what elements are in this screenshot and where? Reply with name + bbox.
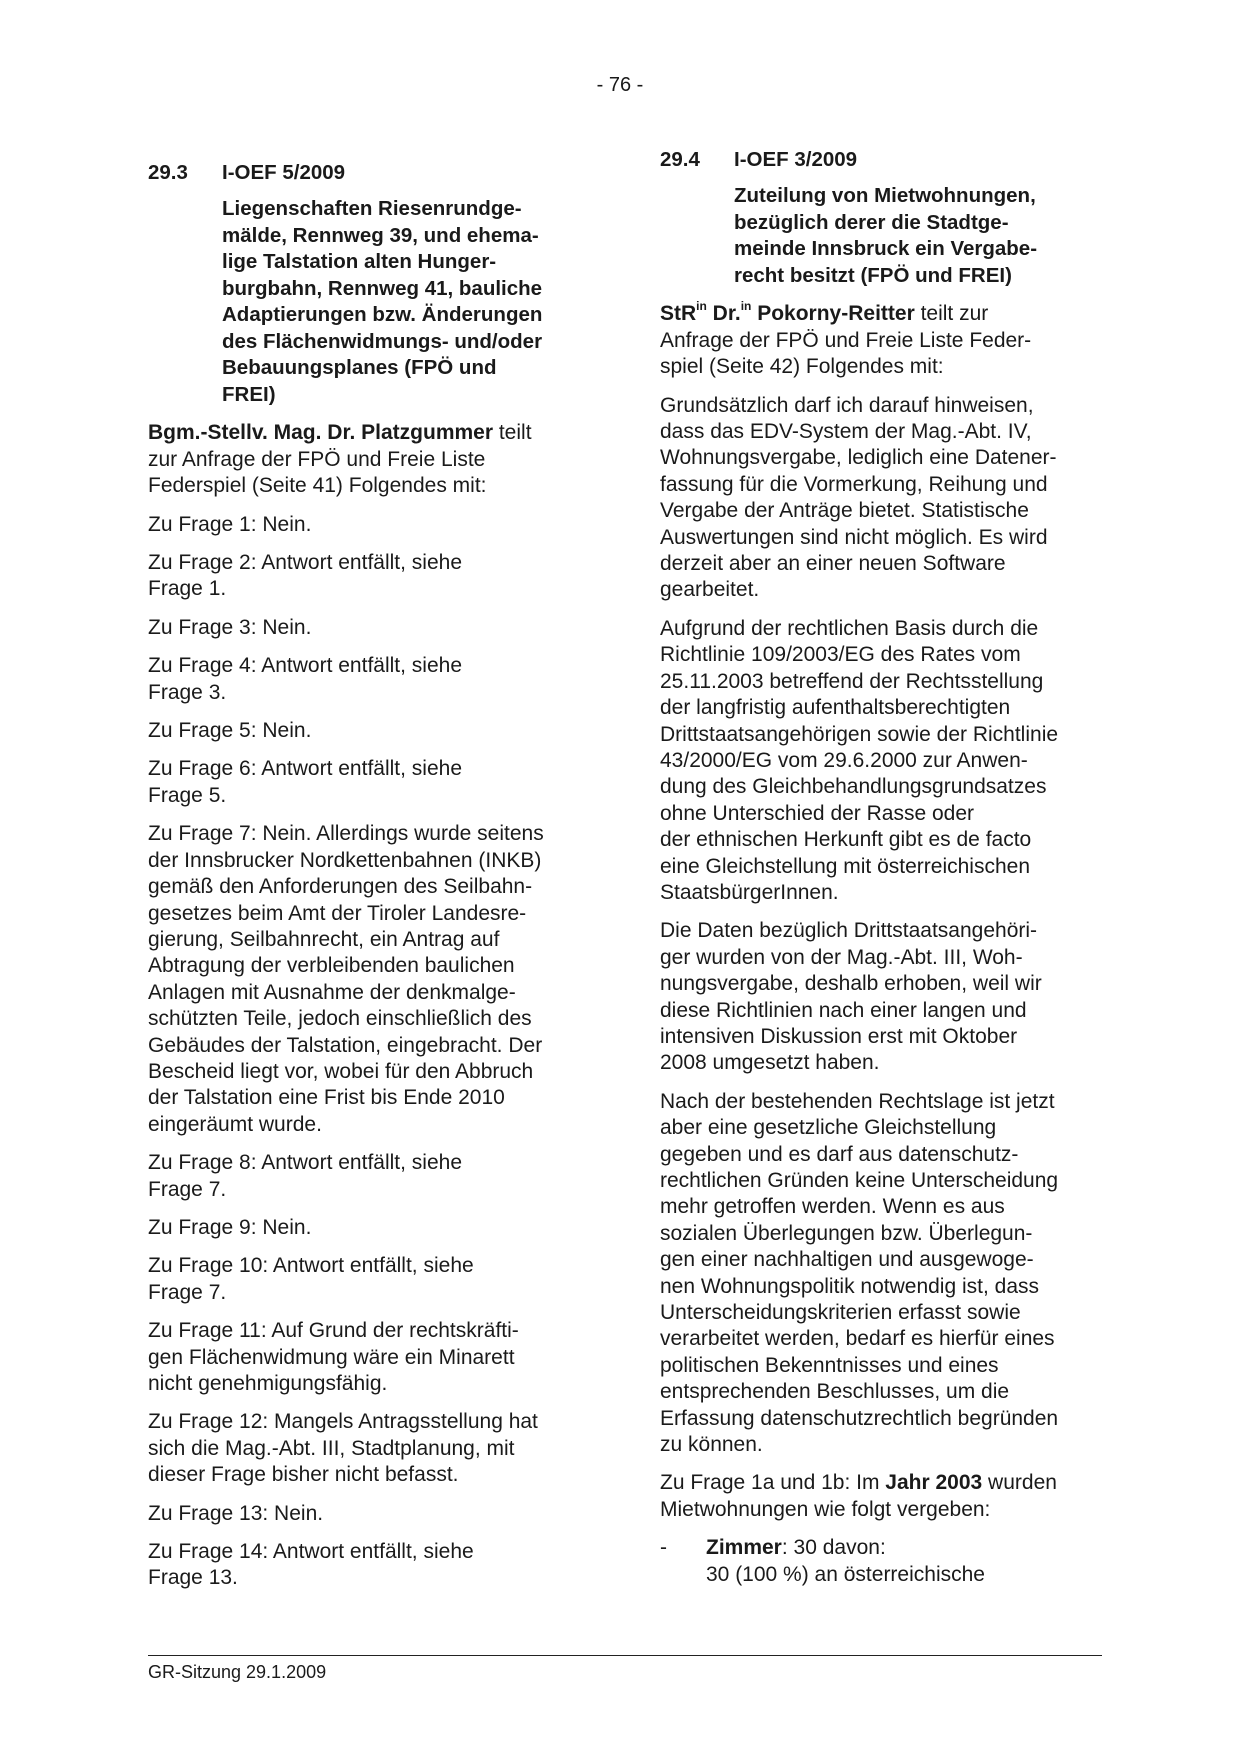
- paragraph-line: Auswertungen sind nicht möglich. Es wird: [660, 525, 1048, 549]
- paragraph-line: gen Flächenwidmung wäre ein Minarett: [148, 1345, 515, 1369]
- paragraph: [148, 821, 588, 1138]
- paragraph: [660, 918, 1100, 1076]
- paragraph-line: Zu Frage 4: Antwort entfällt, siehe: [148, 654, 462, 678]
- paragraph-line: ger wurden von der Mag.-Abt. III, Woh-: [660, 945, 1023, 969]
- paragraph-line: gen einer nachhaltigen und ausgewoge-: [660, 1248, 1034, 1272]
- paragraph: [660, 393, 1100, 604]
- paragraph: [148, 1501, 588, 1527]
- paragraph-line: Zu Frage 7: Nein. Allerdings wurde seitens: [148, 822, 544, 846]
- paragraph-line: mehr getroffen werden. Wenn es aus: [660, 1195, 1005, 1219]
- title-line: des Flächenwidmungs- und/oder: [222, 329, 543, 353]
- list-item: [660, 1535, 1100, 1588]
- paragraph-line: gearbeitet.: [660, 578, 760, 602]
- paragraph-line: Frage 3.: [148, 680, 227, 704]
- paragraph: [148, 512, 588, 538]
- paragraph-line: eingeräumt wurde.: [148, 1112, 322, 1136]
- intro-text: spiel (Seite 42) Folgendes mit:: [660, 355, 944, 379]
- paragraph-line: politischen Bekenntnisses und eines: [660, 1353, 999, 1377]
- intro-paragraph: [660, 301, 1100, 380]
- paragraph-line: der langfristig aufenthaltsberechtigten: [660, 696, 1011, 720]
- paragraph-line: dieser Frage bisher nicht befasst.: [148, 1463, 459, 1487]
- title-line: Zuteilung von Mietwohnungen,: [734, 184, 1036, 208]
- paragraph-line: nungsvergabe, deshalb erhoben, weil wir: [660, 972, 1042, 996]
- paragraph-line: Aufgrund der rechtlichen Basis durch die: [660, 616, 1039, 640]
- section-number: 29.3: [148, 161, 188, 184]
- paragraph-line: Frage 7.: [148, 1177, 227, 1201]
- title-line: lige Talstation alten Hunger-: [222, 250, 497, 274]
- section-ref: I-OEF 3/2009: [734, 148, 858, 171]
- intro-text: Anfrage der FPÖ und Freie Liste Feder-: [660, 328, 1032, 352]
- paragraph-line: fassung für die Vormerkung, Reihung und: [660, 472, 1048, 496]
- intro-text: teilt: [493, 421, 532, 445]
- paragraph-line: der Innsbrucker Nordkettenbahnen (INKB): [148, 848, 542, 872]
- paragraph-line: nen Wohnungspolitik notwendig ist, dass: [660, 1274, 1040, 1298]
- paragraph-line: zu können.: [660, 1433, 763, 1457]
- paragraph-line: entsprechenden Beschlusses, um die: [660, 1380, 1010, 1404]
- paragraph: [660, 1089, 1100, 1459]
- section-heading: [660, 147, 1100, 173]
- paragraph-line: Erfassung datenschutzrechtlich begründen: [660, 1406, 1059, 1430]
- paragraph: [148, 653, 588, 706]
- paragraph-line: 25.11.2003 betreffend der Rechtsstellung: [660, 669, 1044, 693]
- paragraph-line: Richtlinie 109/2003/EG des Rates vom: [660, 643, 1021, 667]
- paragraph-line: Zu Frage 8: Antwort entfällt, siehe: [148, 1151, 462, 1175]
- paragraph: [148, 718, 588, 744]
- paragraph-line: Die Daten bezüglich Drittstaatsangehöri-: [660, 919, 1038, 943]
- paragraph-line: Grundsätzlich darf ich darauf hinweisen,: [660, 393, 1034, 417]
- paragraph-line: Wohnungsvergabe, lediglich eine Datener-: [660, 446, 1057, 470]
- paragraph: [148, 1253, 588, 1306]
- title-line: FREI): [222, 382, 276, 406]
- paragraph-line: Frage 5.: [148, 783, 227, 807]
- paragraph: [148, 1409, 588, 1488]
- paragraph-line: Frage 1.: [148, 577, 227, 601]
- intro-paragraph: [148, 420, 588, 499]
- paragraph-line: 2008 umgesetzt haben.: [660, 1051, 880, 1075]
- paragraph-line: aber eine gesetzliche Gleichstellung: [660, 1116, 997, 1140]
- paragraph-line: dass das EDV-System der Mag.-Abt. IV,: [660, 420, 1032, 444]
- title-line: burgbahn, Rennweg 41, bauliche: [222, 276, 543, 300]
- paragraph-line: Zu Frage 2: Antwort entfällt, siehe: [148, 551, 462, 575]
- paragraph-line: Zu Frage 11: Auf Grund der rechtskräfti-: [148, 1319, 519, 1343]
- paragraph-line: Drittstaatsangehörigen sowie der Richtlinie: [660, 722, 1059, 746]
- paragraph-line: Unterscheidungskriterien erfasst sowie: [660, 1301, 1021, 1325]
- paragraph-line: diese Richtlinien nach einer langen und: [660, 998, 1027, 1022]
- title-line: Bebauungsplanes (FPÖ und: [222, 356, 497, 380]
- section-number: 29.4: [660, 148, 700, 171]
- paragraph-line: Zu Frage 13: Nein.: [148, 1501, 324, 1525]
- page-number: - 76 -: [596, 74, 644, 96]
- paragraph: [148, 550, 588, 603]
- paragraph-line: Frage 7.: [148, 1280, 227, 1304]
- paragraph-line: derzeit aber an einer neuen Software: [660, 552, 1006, 576]
- paragraph: [148, 1150, 588, 1203]
- paragraph-line: Vergabe der Anträge bietet. Statistische: [660, 499, 1029, 523]
- section-ref: I-OEF 5/2009: [222, 161, 346, 184]
- paragraph-line: gierung, Seilbahnrecht, ein Antrag auf: [148, 927, 500, 951]
- paragraph-line: Zu Frage 14: Antwort entfällt, siehe: [148, 1540, 474, 1564]
- paragraph-line: intensiven Diskussion erst mit Oktober: [660, 1024, 1018, 1048]
- title-line: Liegenschaften Riesenrundge-: [222, 197, 522, 221]
- paragraph-line: gegeben und es darf aus datenschutz-: [660, 1142, 1019, 1166]
- paragraph-line: rechtlichen Gründen keine Unterscheidung: [660, 1169, 1059, 1192]
- paragraph-line: ohne Unterschied der Rasse oder: [660, 801, 975, 825]
- paragraph-line: 43/2000/EG vom 29.6.2000 zur Anwen-: [660, 748, 1028, 772]
- paragraph-line: nicht genehmigungsfähig.: [148, 1372, 388, 1395]
- left-column: [148, 160, 588, 1604]
- list-text: Zimmer: 30 davon: 30 (100 %) an österreichische: [706, 1536, 985, 1586]
- body-paragraphs: [660, 393, 1100, 1459]
- answer-list: [148, 512, 588, 1592]
- paragraph-line: sich die Mag.-Abt. III, Stadtplanung, mit: [148, 1436, 515, 1460]
- paragraph-line: sozialen Überlegungen bzw. Überlegun-: [660, 1221, 1033, 1245]
- paragraph-line: StaatsbürgerInnen.: [660, 880, 839, 904]
- paragraph-line: Abtragung der verbleibenden baulichen: [148, 954, 515, 978]
- paragraph-line: Zu Frage 3: Nein.: [148, 615, 312, 639]
- paragraph-line: Zu Frage 12: Mangels Antragsstellung hat: [148, 1410, 538, 1434]
- paragraph-line: Zu Frage 9: Nein.: [148, 1215, 312, 1239]
- paragraph-line: Zu Frage 6: Antwort entfällt, siehe: [148, 757, 462, 781]
- intro-text: teilt zur: [914, 302, 989, 326]
- footer-rule: [148, 1655, 1102, 1656]
- paragraph: [148, 615, 588, 641]
- paragraph-line: der ethnischen Herkunft gibt es de facto: [660, 828, 1032, 852]
- paragraph-line: gesetzes beim Amt der Tiroler Landesre-: [148, 901, 527, 925]
- title-line: mälde, Rennweg 39, und ehema-: [222, 223, 539, 247]
- paragraph-line: dung des Gleichbehandlungsgrundsatzes: [660, 775, 1047, 799]
- paragraph-line: gemäß den Anforderungen des Seilbahn-: [148, 875, 533, 899]
- paragraph-line: eine Gleichstellung mit österreichischen: [660, 854, 1031, 878]
- paragraph-line: der Talstation eine Frist bis Ende 2010: [148, 1086, 505, 1110]
- section-title: [734, 183, 1100, 289]
- paragraph-line: Nach der bestehenden Rechtslage ist jetzt: [660, 1089, 1055, 1113]
- paragraph-line: schützten Teile, jedoch einschließlich des: [148, 1007, 532, 1031]
- title-line: Adaptierungen bzw. Änderungen: [222, 303, 543, 327]
- right-column: [660, 147, 1100, 1600]
- paragraph-line: Anlagen mit Ausnahme der denkmalge-: [148, 980, 516, 1004]
- section-heading: [148, 160, 588, 186]
- paragraph-line: Frage 13.: [148, 1566, 238, 1590]
- speaker-name: StR$^{in}$ Dr.$^{in}$ Pokorny-Reitter: [660, 299, 915, 326]
- section-title: [222, 196, 588, 408]
- footer-text: GR-Sitzung 29.1.2009: [148, 1662, 327, 1682]
- paragraph: [660, 616, 1100, 906]
- question-paragraph: Zu Frage 1a und 1b: Im Jahr 2003 wurden Mietwohnungen wie folgt vergeben:: [660, 1471, 1057, 1521]
- paragraph-line: Bescheid liegt vor, wobei für den Abbruch: [148, 1059, 534, 1083]
- paragraph-line: Zu Frage 1: Nein.: [148, 512, 312, 536]
- intro-text: zur Anfrage der FPÖ und Freie Liste: [148, 447, 486, 471]
- list-bullet: -: [660, 1536, 667, 1560]
- paragraph: [148, 756, 588, 809]
- paragraph: [148, 1539, 588, 1592]
- paragraph: [148, 1215, 588, 1241]
- title-line: meinde Innsbruck ein Vergabe-: [734, 237, 1038, 261]
- title-line: recht besitzt (FPÖ und FREI): [734, 263, 1012, 287]
- intro-text: Federspiel (Seite 41) Folgendes mit:: [148, 474, 487, 498]
- paragraph-line: Zu Frage 10: Antwort entfällt, siehe: [148, 1254, 474, 1278]
- paragraph: [148, 1318, 588, 1397]
- paragraph-line: Zu Frage 5: Nein.: [148, 719, 312, 743]
- title-line: bezüglich derer die Stadtge-: [734, 210, 1009, 234]
- speaker-name: Bgm.-Stellv. Mag. Dr. Platzgummer: [148, 421, 494, 445]
- paragraph-line: Gebäudes der Talstation, eingebracht. Der: [148, 1033, 543, 1057]
- paragraph-line: verarbeitet werden, bedarf es hierfür eines: [660, 1327, 1055, 1351]
